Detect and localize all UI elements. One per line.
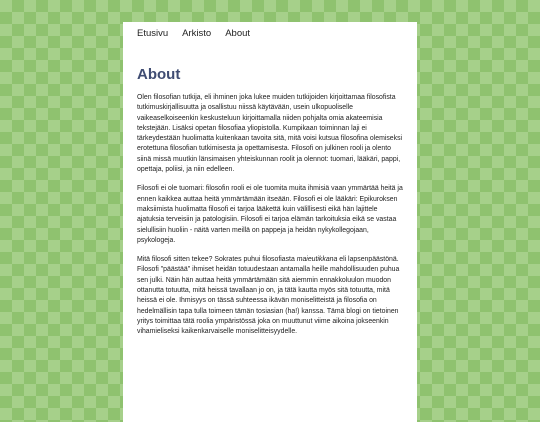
paragraph-3-start: Mitä filosofi sitten tekee? Sokrates puhui filosofiasta <box>137 256 297 264</box>
paragraph-3 <box>137 255 403 337</box>
paragraph-2: Filosofi ei ole tuomari: filosofin rooli ei ole tuomita muita ihmisiä vaan ymmärtää heitä ja ennen kaikkea auttaa heitä ymmärtämään itseään. Filosofi ei ole lääkäri: Epikuroksen maksiimista huolimatta filosofi ei tarjoa lääkettä kuin välillisesti eikä hän lajittele ajatuksia terveisiin ja patologisiin. Filosofi ei tarjoa elämän tarkoituksia eikä se vastaa sielullisiin huoliin - näitä varten meillä on pappeja ja heidän nykykollegojaan, psykologeja. <box>137 185 403 244</box>
paragraph-1: Olen filosofian tutkija, eli ihminen joka lukee muiden tutkijoiden kirjoittamaa filosofista tutkimuskirjallisuutta ja osallistuu niissä käytävään, usein ulkopuoliselle vaikeaselkoiseenkin keskusteluun kirjoittamalla niiden pohjalta omia akateemisia tekstejään. Lisäksi opetan filosofiaa yliopistolla. Kumpikaan toiminnan laji ei tärkeydestään huolimatta kuitenkaan tavoita sitä, mitä voisi kutsua filosofina olemiseksi erotettuna filosofian tutkimisesta ja opettamisesta. Filosofi on julkinen rooli ja olento siinä missä muutkin länsimaisen yhteiskunnan roolit ja olennot: tuomari, lääkäri, pappi, opettaja, poliisi, ja niin edelleen. <box>137 94 403 174</box>
page-content <box>123 54 417 338</box>
paragraph-3-emphasis: maieutikkana <box>296 256 338 264</box>
nav-link-home[interactable]: Etusivu <box>137 28 169 39</box>
nav-link-archive[interactable]: Arkisto <box>182 28 212 39</box>
page-title: About <box>137 66 181 83</box>
paragraph-3-end: eli lapsenpäästönä. Filosofi "päästää" ihmiset heidän totuudestaan antamalla heille mahdollisuuden puhua sen julki. Näin hän auttaa heitä ymmärtämään sitä aiemmin ennakkoluulon muodon ottanutta totuutta, mitä heissä tavallaan jo on, ja tätä kautta myös sitä totuutta, mitä heissä ei ole. Ihmisyys on tässä suhteessa ikävän moniselitteistä ja filosofia on hedelmällisin tapa tulla toimeen tämän tosiasian (ha!) kanssa. Tämä blogi on tietoinen yritys toimittaa tätä roolia ympäristössä joka on muuttunut viime aikoina jokseenkin vihamieliseksi kaikenkarvaiselle moniselitteisyydelle. <box>137 256 400 336</box>
top-nav <box>123 22 417 54</box>
nav-link-about[interactable]: About <box>225 28 251 39</box>
page-card <box>123 22 417 422</box>
